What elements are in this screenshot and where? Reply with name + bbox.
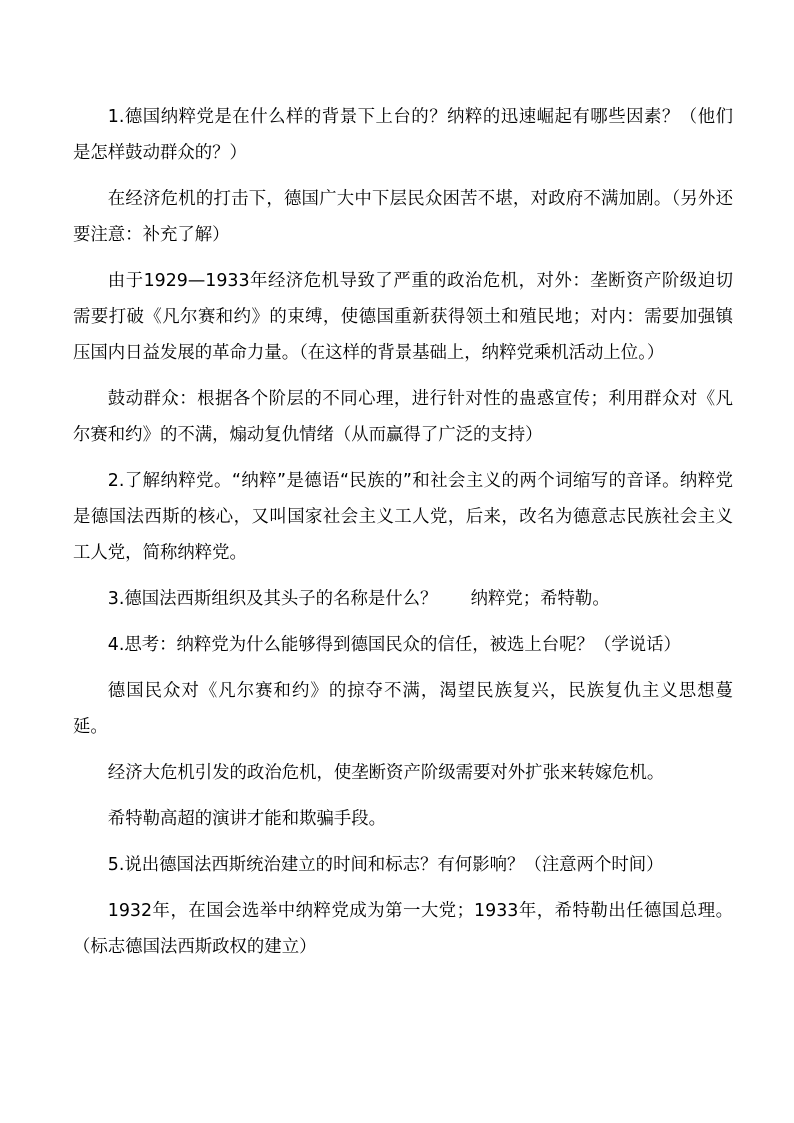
question-3-paragraph: 3.德国法西斯组织及其头子的名称是什么？ 纳粹党；希特勒。 [107, 589, 610, 609]
question-2-paragraph: 2.了解纳粹党。“纳粹”是德语“民族的”和社会主义的两个词缩写的音译。纳粹党是德国法西斯的核心，又叫国家社会主义工人党，后来，改名为德意志民族社会主义工人党，简称纳粹党。 [73, 471, 733, 563]
answer-5-timeline-paragraph: 1932年，在国会选举中纳粹党成为第一大党；1933年，希特勒出任德国总理。（标志德国法西斯政权的建立） [73, 901, 733, 957]
question-5-paragraph: 5.说出德国法西斯统治建立的时间和标志？有何影响？（注意两个时间） [107, 855, 664, 875]
question-1-paragraph: 1.德国纳粹党是在什么样的背景下上台的？纳粹的迅速崛起有哪些因素？（他们是怎样鼓动群众的？） [73, 107, 733, 163]
answer-4-hitler-rhetoric-paragraph: 希特勒高超的演讲才能和欺骗手段。 [107, 809, 387, 829]
answer-1-mobilization-paragraph: 鼓动群众：根据各个阶层的不同心理，进行针对性的蛊惑宣传；利用群众对《凡尔赛和约》的不满，煽动复仇情绪（从而赢得了广泛的支持） [73, 389, 733, 445]
answer-4-public-discontent-paragraph: 德国民众对《凡尔赛和约》的掠夺不满，渴望民族复兴，民族复仇主义思想蔓延。 [73, 681, 733, 737]
answer-1-economic-crisis-paragraph: 在经济危机的打击下，德国广大中下层民众困苦不堪，对政府不满加剧。（另外还要注意：补充了解） [73, 189, 733, 245]
answer-4-political-crisis-paragraph: 经济大危机引发的政治危机，使垄断资产阶级需要对外扩张来转嫁危机。 [107, 763, 665, 783]
document-body [73, 99, 733, 975]
answer-1-background-paragraph: 由于1929—1933年经济危机导致了严重的政治危机，对外：垄断资产阶级迫切需要打破《凡尔赛和约》的束缚，使德国重新获得领土和殖民地；对内：需要加强镇压国内日益发展的革命力量。（在这样的背景基础上，纳粹党乘机活动上位。） [73, 271, 733, 363]
question-4-paragraph: 4.思考：纳粹党为什么能够得到德国民众的信任，被选上台呢？（学说话） [107, 635, 681, 655]
